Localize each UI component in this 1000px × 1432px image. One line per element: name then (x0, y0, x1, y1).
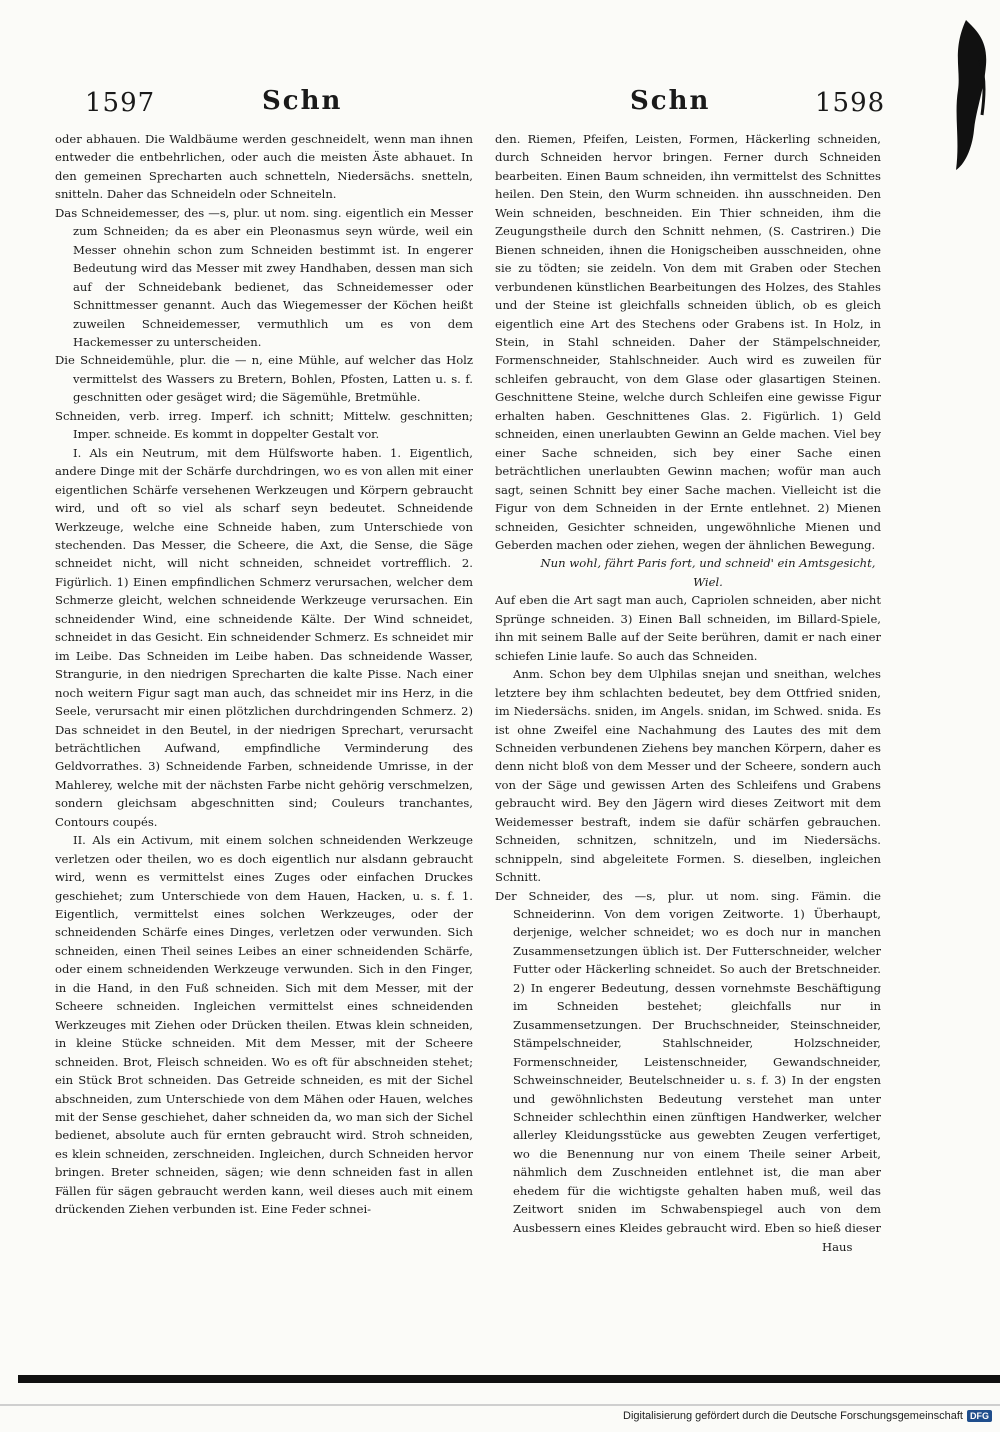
left-column-paragraph: Die Schneidemühle, plur. die — n, eine Mühle, auf welcher das Holz vermittelst des Wassers zu Bretern, Bohlen, Pfosten, Latten u. s. f. geschnitten oder gesäget wird; die Sägemühle, Bretmühle. (55, 353, 473, 405)
right-running-head: Schn (630, 86, 711, 116)
left-column-paragraph: Schneiden, verb. irreg. Imperf. ich schnitt; Mittelw. geschnitten; Imper. schneide. Es kommt in doppelter Gestalt vor. (55, 408, 473, 442)
ink-blot-mark (946, 20, 988, 170)
right-column-paragraph: Der Schneider, des —s, plur. ut nom. sing. Fämin. die Schneiderinn. Von dem vorigen Zeitworte. 1) Überhaupt, derjenige, welcher schneidet; wo es doch nur in manchen Zusammensetzungen üblich ist. Der Futterschneider, welcher Futter oder Häckerling schneidet. So auch der Bretschneider. 2) In engerer Bedeutung, dessen vornehmste Beschäftigung im Schneiden bestehet; gleichfalls nur in Zusammensetzungen. Der Bruchschneider, Steinschneider, Stämpelschneider, Stahlschneider, Holzschneider, Formenschneider, Leistenschneider, Gewandschneider, Schweinschneider, Beutelschneider u. s. f. 3) In der engsten und gewöhnlichsten Bedeutung verstehet man unter Schneider schlechthin einen zünftigen Handwerker, welcher allerley Kleidungsstücke aus gewebten Zeugen verfertiget, wo die Benennung nur von einem Theile seiner Arbeit, nähmlich dem Zuschneiden entlehnet ist, die man aber ehedem für die wichtigste gehalten haben muß, weil das Zeitwort sniden im Schwabenspiegel auch von dem Ausbessern eines Kleides gebraucht wird. Eben so hieß dieser (495, 888, 881, 1235)
digitization-footer (623, 1410, 992, 1422)
bottom-scan-edge (18, 1375, 1000, 1383)
right-page-number: 1598 (815, 88, 886, 118)
catch-word: Haus (822, 1240, 853, 1254)
left-column-paragraph: I. Als ein Neutrum, mit dem Hülfsworte haben. 1. Eigentlich, andere Dinge mit der Schärfe durchdringen, wo es von allen mit einer eigentlichen Schärfe versehenen Werkzeugen und Körpern gebraucht wird, und oft so viel als scharf seyn bedeutet. Schneidende Werkzeuge, welche eine Schneide haben, zum Unterschiede von stechenden. Das Messer, die Scheere, die Axt, die Sense, die Säge schneidet nicht, will nicht schneiden, schneidet vortrefflich. 2. Figürlich. 1) Einen empfindlichen Schmerz verursachen, welcher dem Schmerze gleicht, welchen schneidende Werkzeuge verursachen. Ein schneidender Wind, eine schneidende Kälte. Der Wind schneidet, schneidet in das Gesicht. Ein schneidender Schmerz. Es schneidet mir im Leibe. Das Schneiden im Leibe haben. Das schneidende Wasser, Strangurie, in den niedrigen Sprecharten die kalte Pisse. Nach einer noch weitern Figur sagt man auch, das schneidet mir ins Herz, in die Seele, verursacht mir einen plötzlichen durchdringenden Schmerz. 2) Das schneidet in den Beutel, in der niedrigen Sprechart, verursacht beträchtlichen Aufwand, empfindliche Verminderung des Geldvorrathes. 3) Schneidende Farben, schneidende Umrisse, in der Mahlerey, welche mit der nächsten Farbe nicht gehörig verschmelzen, sondern gleichsam abgeschnitten sind; Couleurs tranchantes, Contours coupés. (55, 445, 473, 829)
left-page-number: 1597 (85, 88, 156, 118)
right-column-paragraph: Nun wohl, fährt Paris fort, und schneid' ein Amtsgesicht, Wiel. (540, 556, 876, 589)
footer-divider (0, 1404, 1000, 1406)
right-column-paragraph: Auf eben die Art sagt man auch, Capriolen schneiden, aber nicht Sprünge schneiden. 3) Einen Ball schneiden, im Billard-Spiele, ihn mit seinem Balle auf der Seite berühren, damit er nach einer schiefen Linie laufe. So auch das Schneiden. (495, 593, 881, 663)
left-running-head: Schn (262, 86, 343, 116)
left-column-paragraph: II. Als ein Activum, mit einem solchen schneidenden Werkzeuge verletzen oder theilen, wo es doch eigentlich nur alsdann gebraucht wird, wenn es vermittelst eines Zuges oder einfachen Druckes geschiehet; zum Unterschiede von dem Hauen, Hacken, u. s. f. 1. Eigentlich, vermittelst eines solchen Werkzeuges, oder der schneidenden Schärfe eines Dinges, verletzen oder verwunden. Sich schneiden, einen Theil seines Leibes an einer schneidenden Schärfe, oder einem schneidenden Werkzeuge verwunden. Sich in den Finger, in die Hand, in den Fuß schneiden. Sich mit dem Messer, mit der Scheere schneiden. Ingleichen vermittelst eines schneidenden Werkzeuges mit Ziehen oder Drücken theilen. Etwas klein schneiden, in kleine Stücke schneiden. Mit dem Messer, mit der Scheere schneiden. Brot, Fleisch schneiden. Wo es oft für abschneiden stehet; ein Stück Brot schneiden. Das Getreide schneiden, es mit der Sichel abschneiden, zum Unterschiede von dem Mähen oder Hauen, welches mit der Sense geschiehet, daher schneiden da, wo man sich der Sichel bedienet, absolute auch für ernten gebraucht wird. Stroh schneiden, es klein schneiden, zerschneiden. Ingleichen, durch Schneiden hervor bringen. Breter schneiden, sägen; wie denn schneiden fast in allen Fällen für sägen gebraucht werden kann, weil dieses auch mit einem drückenden Ziehen verbunden ist. Eine Feder schnei- (55, 833, 473, 1217)
right-text-column (495, 130, 881, 1240)
footer-credit-text: Digitalisierung gefördert durch die Deutsche Forschungsgemeinschaft (623, 1410, 963, 1422)
dfg-logo[interactable]: DFG (967, 1410, 992, 1422)
right-column-paragraph: den. Riemen, Pfeifen, Leisten, Formen, Häckerling schneiden, durch Schneiden hervor bringen. Ferner durch Schneiden bearbeiten. Einen Baum schneiden, ihn vermittelst des Schnittes heilen. Den Stein, den Wurm schneiden. ihn ausschneiden. Den Wein schneiden, beschneiden. Ein Thier schneiden, ihm die Zeugungstheile durch den Schnitt nehmen, (S. Castriren.) Die Bienen schneiden, ihnen die Honigscheiben ausschneiden, ohne sie zu tödten; sie zeideln. Von dem mit Graben oder Stechen verbundenen künstlichen Bearbeitungen des Holzes, des Stahles und der Steine ist gleichfalls schneiden üblich, ob es gleich eigentlich eine Art des Stechens oder Grabens ist. In Holz, in Stein, in Stahl schneiden. Daher der Stämpelschneider, Formenschneider, Stahlschneider. Auch wird es zuweilen für schleifen gebraucht, von dem Glase oder glasartigen Steinen. Geschnittene Steine, welche durch Schleifen eine gewisse Figur erhalten haben. Geschnittenes Glas. 2. Figürlich. 1) Geld schneiden, einen unerlaubten Gewinn an Gelde machen. Viel bey einer Sache schneiden, sich bey einer Sache einen beträchtlichen unerlaubten Gewinn machen; wofür man auch sagt, seinen Schnitt bey einer Sache machen. Vielleicht ist die Figur von dem Schneiden in der Ernte entlehnet. 2) Mienen schneiden, Gesichter schneiden, ungewöhnliche Mienen und Geberden machen oder ziehen, wegen der ähnlichen Bewegung. (495, 132, 881, 552)
left-column-paragraph: Das Schneidemesser, des —s, plur. ut nom. sing. eigentlich ein Messer zum Schneiden; da es aber ein Pleonasmus seyn würde, weil ein Messer ohnehin schon zum Schneiden bestimmt ist. In engerer Bedeutung wird das Messer mit zwey Handhaben, dessen man sich auf der Schneidebank bedienet, das Schneidemesser oder Schnittmesser genannt. Auch das Wiegemesser der Köchen heißt zuweilen Schneidemesser, vermuthlich um es von dem Hackemesser zu unterscheiden. (55, 205, 473, 349)
right-column-paragraph: Anm. Schon bey dem Ulphilas snejan und sneithan, welches letztere bey ihm schlachten bedeutet, bey dem Ottfried sniden, im Niedersächs. sniden, im Angels. snidan, im Schwed. snida. Es ist ohne Zweifel eine Nachahmung des Lautes des mit dem Schneiden verbundenen Ziehens bey manchen Körpern, daher es denn nicht bloß von dem Messer und der Scheere, sondern auch von der Säge und gewissen Arten des Schleifens und Grabens gebraucht wird. Bey den Jägern wird dieses Zeitwort mit dem Weidemesser bestraft, indem sie dafür schärfen gebrauchen. Schneiden, schnitzen, schnitzeln, und im Niedersächs. schnippeln, sind abgeleitete Formen. S. dieselben, ingleichen Schnitt. (495, 667, 881, 885)
left-column-paragraph: oder abhauen. Die Waldbäume werden geschneidelt, wenn man ihnen entweder die entbehrlichen, oder auch die meisten Äste abhauet. In den gemeinen Sprecharten auch schnetteln, Niedersächs. snetteln, snitteln. Daher das Schneideln oder Schneiteln. (55, 132, 473, 202)
left-text-column (55, 130, 473, 1240)
